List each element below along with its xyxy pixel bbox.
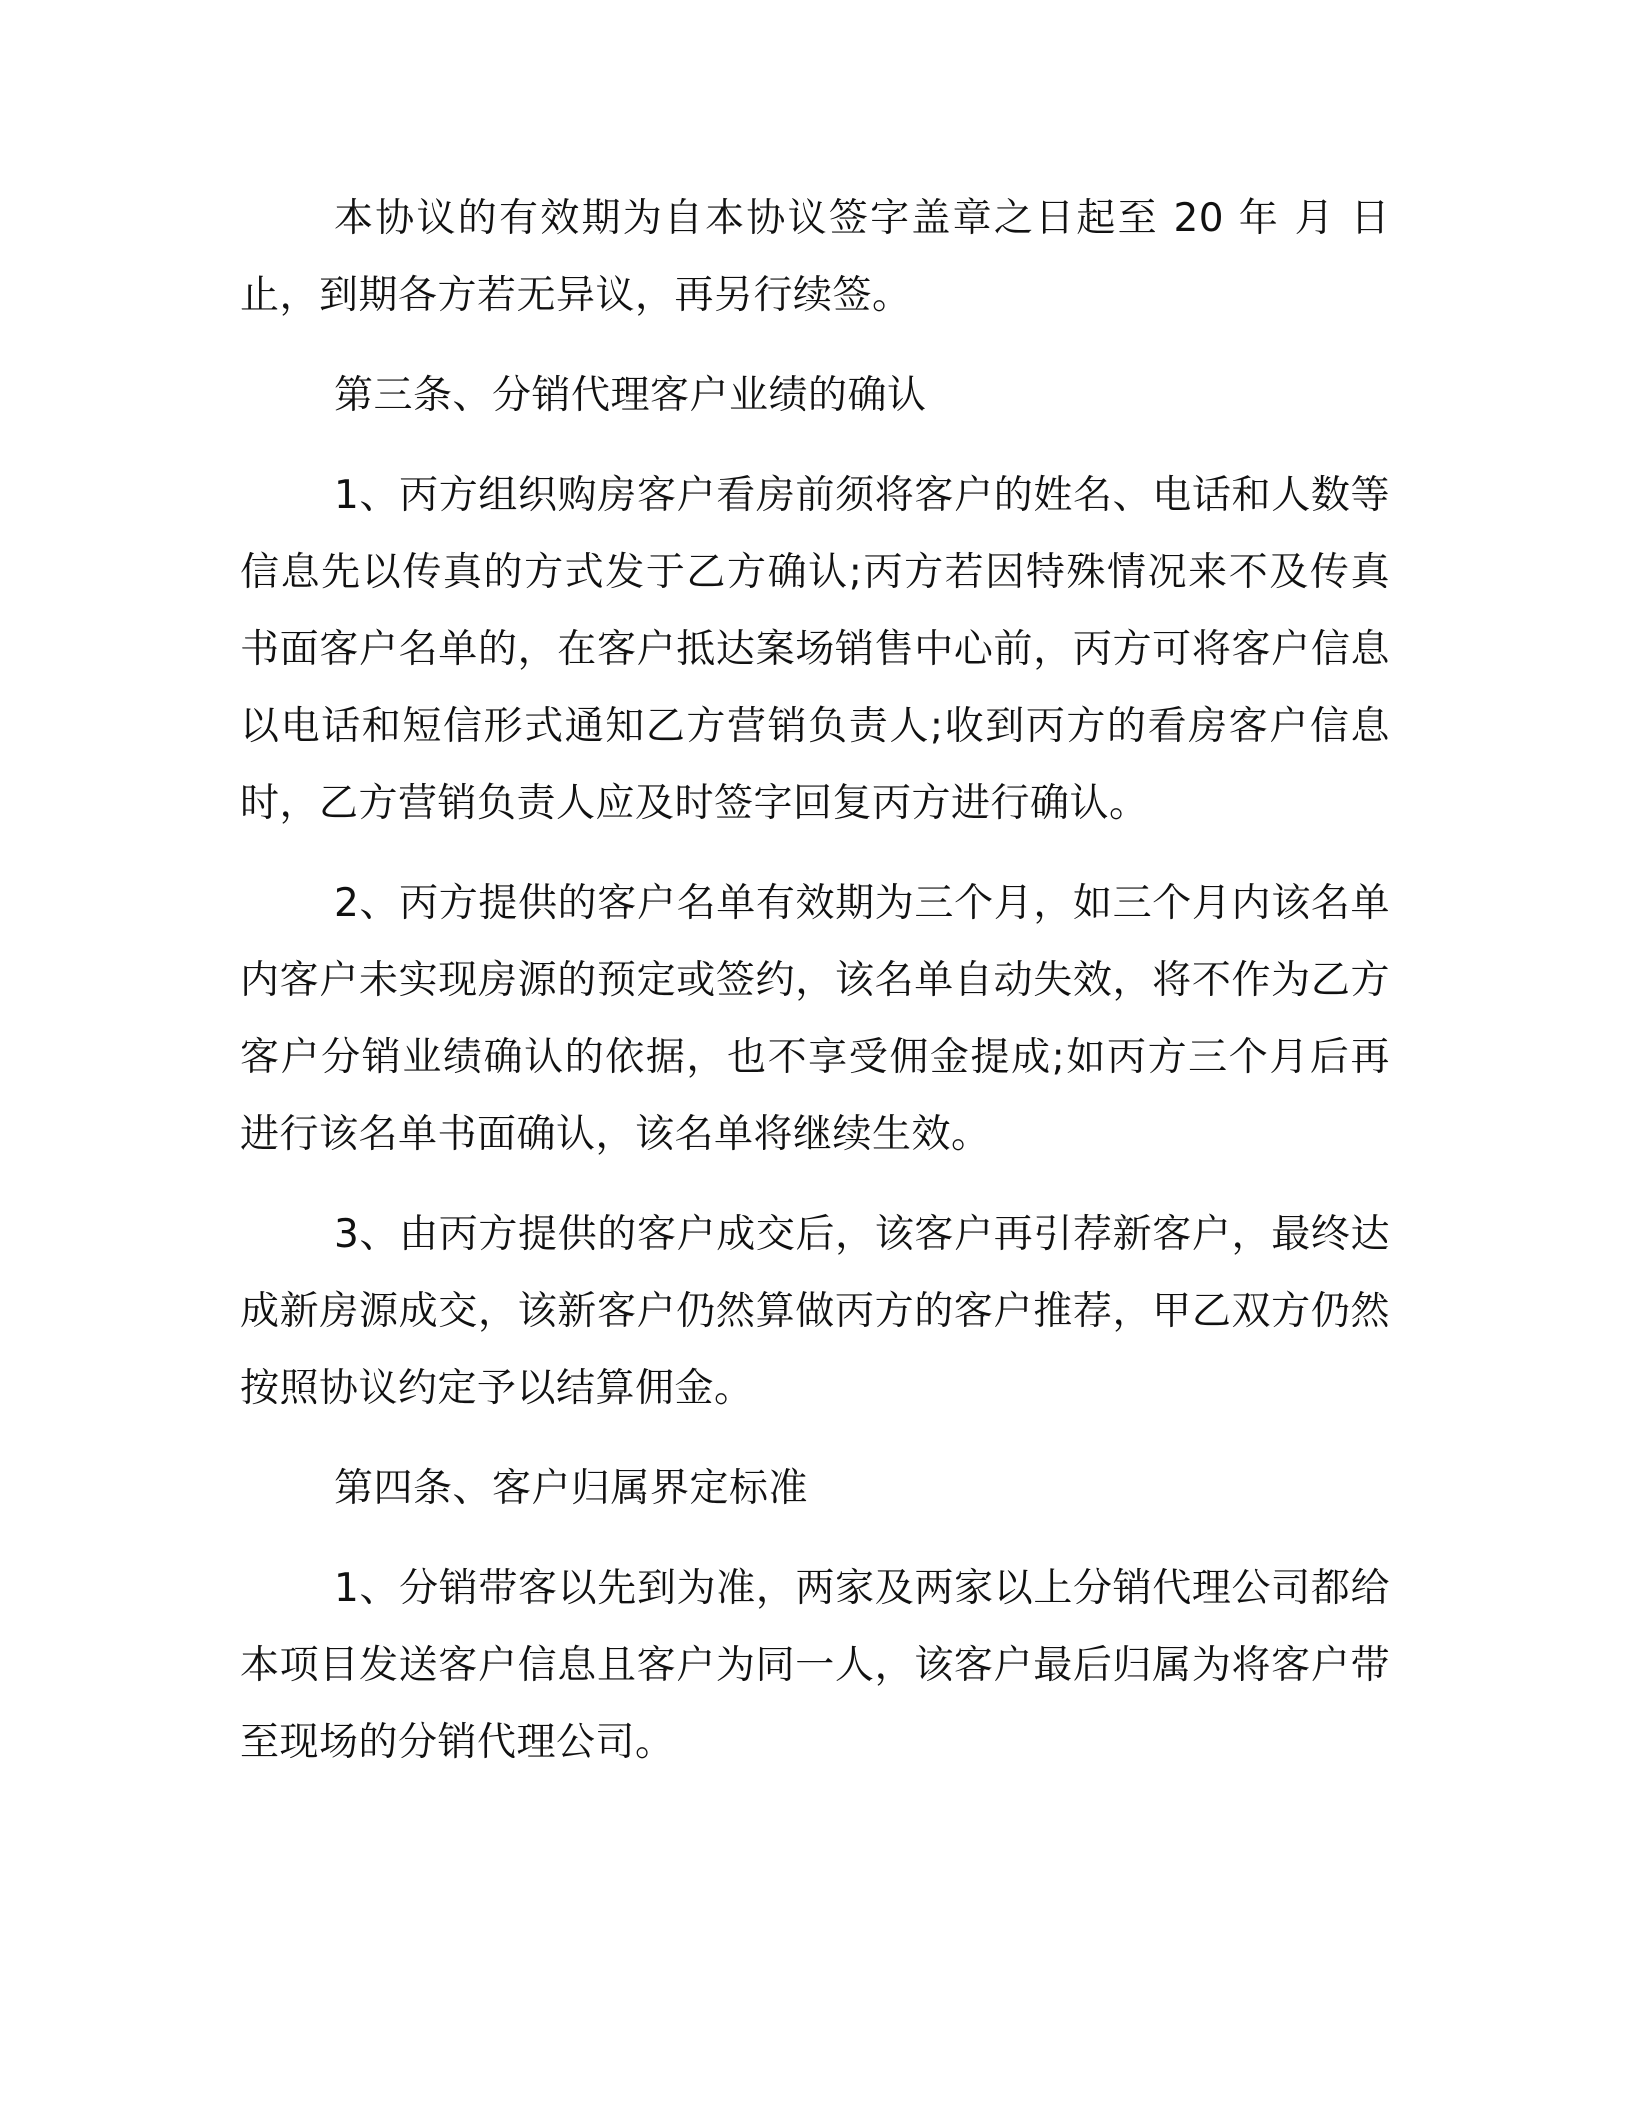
paragraph-article-3-item-1: 1、丙方组织购房客户看房前须将客户的姓名、电话和人数等信息先以传真的方式发于乙方确认;丙方若因特殊情况来不及传真书面客户名单的，在客户抵达案场销售中心前，丙方可将客户信息以电话和短信形式通知乙方营销负责人;收到丙方的看房客户信息时，乙方营销负责人应及时签字回复丙方进行确认。 — [240, 473, 1390, 826]
paragraph-validity-period: 本协议的有效期为自本协议签字盖章之日起至 20 年 月 日止，到期各方若无异议，再另行续签。 — [240, 196, 1390, 318]
section-heading-article-3: 第三条、分销代理客户业绩的确认 — [334, 373, 927, 418]
paragraph-article-3-item-2: 2、丙方提供的客户名单有效期为三个月，如三个月内该名单内客户未实现房源的预定或签约，该名单自动失效，将不作为乙方客户分销业绩确认的依据，也不享受佣金提成;如丙方三个月后再进行该名单书面确认，该名单将继续生效。 — [240, 881, 1390, 1157]
paragraph-article-3-item-3: 3、由丙方提供的客户成交后，该客户再引荐新客户，最终达成新房源成交，该新客户仍然算做丙方的客户推荐，甲乙双方仍然按照协议约定予以结算佣金。 — [240, 1212, 1390, 1411]
document-body — [240, 180, 1390, 1804]
paragraph-article-4-item-1: 1、分销带客以先到为准，两家及两家以上分销代理公司都给本项目发送客户信息且客户为同一人，该客户最后归属为将客户带至现场的分销代理公司。 — [240, 1566, 1390, 1765]
section-heading-article-4: 第四条、客户归属界定标准 — [334, 1466, 809, 1511]
